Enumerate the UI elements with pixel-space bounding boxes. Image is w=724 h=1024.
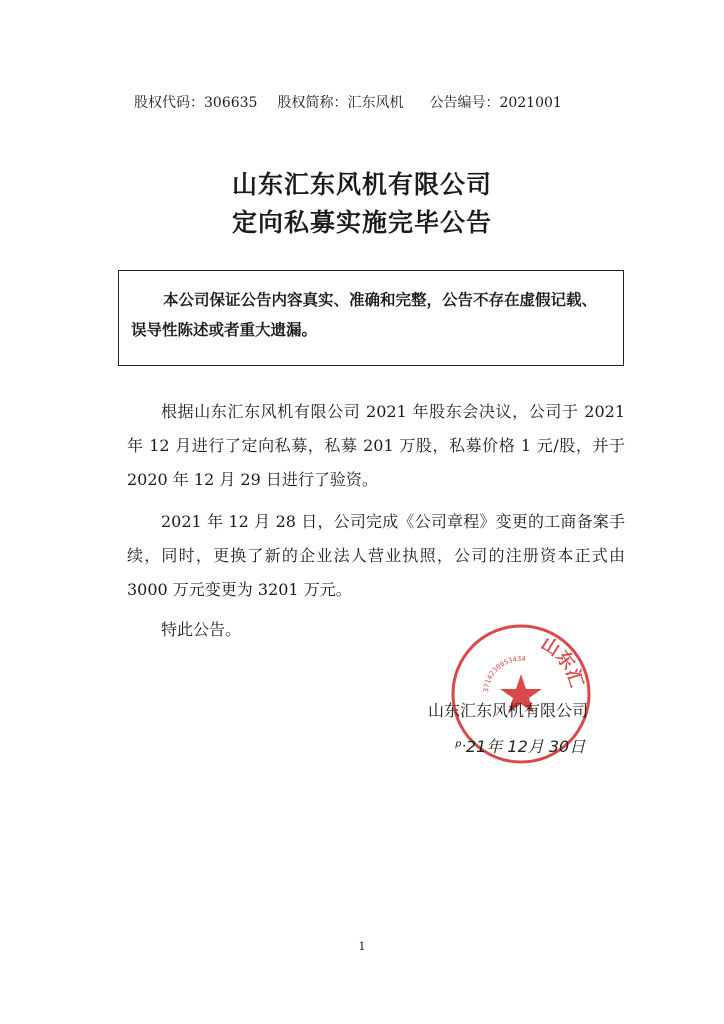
body-paragraph-3: 特此公告。	[161, 620, 242, 639]
announcement-header	[134, 92, 634, 112]
announcement-title: 定向私募实施完毕公告	[231, 208, 492, 237]
stock-code: 股权代码：306635	[134, 95, 258, 111]
seal-number: 3714230053434	[481, 654, 526, 693]
signature-company: 山东汇东风机有限公司	[428, 701, 589, 720]
disclaimer-box: 本公司保证公告内容真实、准确和完整，公告不存在虚假记载、误导性陈述或者重大遗漏。	[118, 270, 624, 366]
page-number: 1	[358, 940, 366, 953]
signature-date: ᵖᐧ21年 12月 30日	[455, 737, 586, 756]
body-paragraph-1: 根据山东汇东风机有限公司 2021 年股东会决议，公司于 2021 年 12 月进行了定向私募，私募 201 万股，私募价格 1 元/股，并于 2020 年 12 月 29 日进行了验资。	[127, 402, 625, 489]
body-paragraph-2: 2021 年 12 月 28 日，公司完成《公司章程》变更的工商备案手续，同时，更换了新的企业法人营业执照，公司的注册资本正式由 3000 万元变更为 3201 万元。	[127, 512, 625, 599]
stock-abbreviation: 股权简称：汇东风机	[277, 95, 404, 111]
notice-number: 公告编号：2021001	[429, 95, 562, 111]
seal-text: 山东汇	[537, 633, 587, 690]
company-title: 山东汇东风机有限公司	[231, 170, 492, 199]
